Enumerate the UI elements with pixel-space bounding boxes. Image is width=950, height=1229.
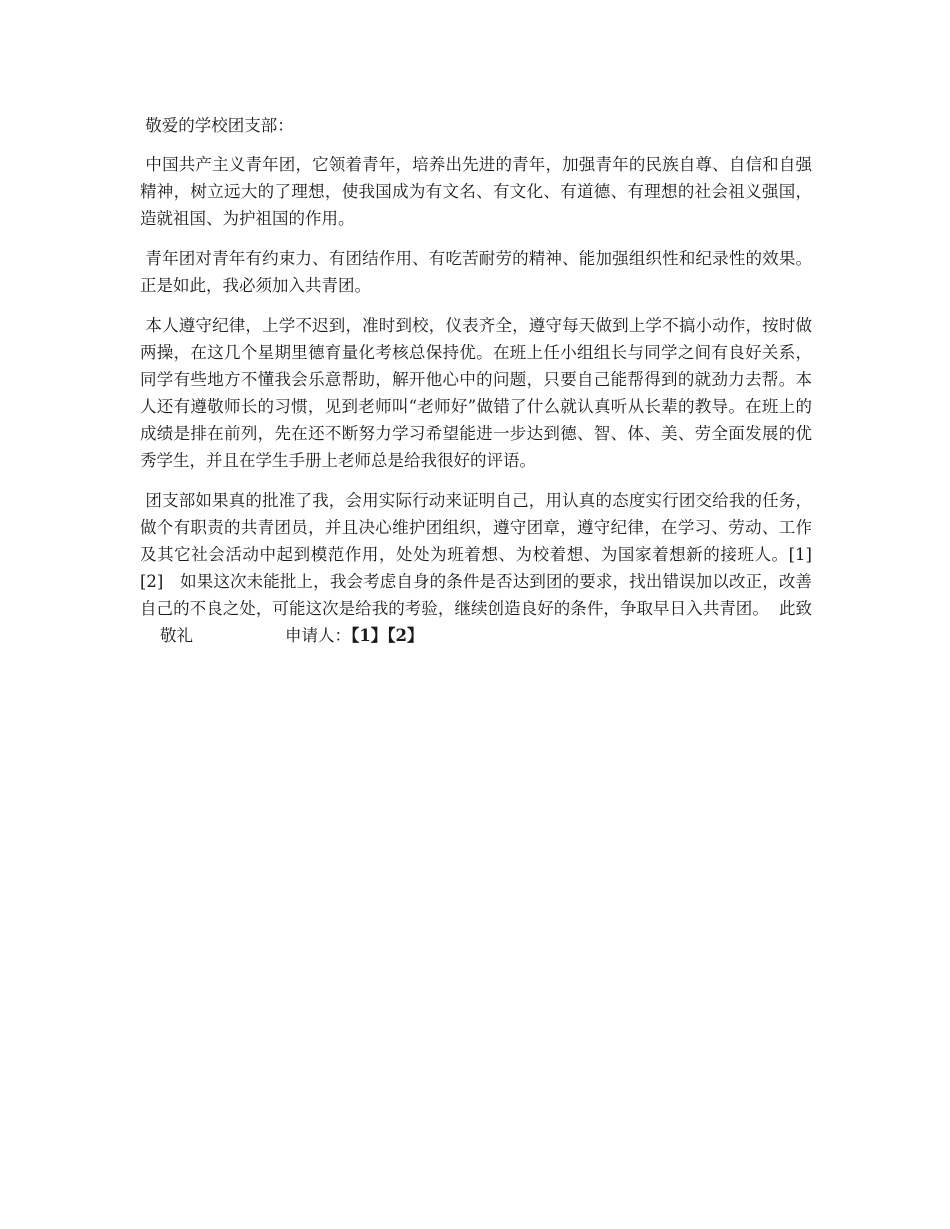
closing-salute: 敬礼 <box>160 626 193 645</box>
paragraph-3-text: 本人遵守纪律，上学不迟到，准时到校，仪表齐全，遵守每天做到上学不搞小动作，按时做两操，在这几个星期里德育量化考核总保持优。在班上任小组组长与同学之间有良好关系，同学有些地方不懂我会乐意帮助，解开他心中的问题，只要自己能帮得到的就劲力去帮。本人还有遵敬师长的习惯，见到老师叫“老师好”做错了什么就认真听从长辈的教导。在班上的成绩是排在前列，先在还不断努力学习希望能进一步达到德、智、体、美、劳全面发展的优秀学生，并且在学生手册上老师总是给我很好的评语。 <box>140 316 813 470</box>
salutation-text: 敬爱的学校团支部： <box>145 116 294 135</box>
paragraph-1-text: 中国共产主义青年团，它领着青年，培养出先进的青年，加强青年的民族自尊、自信和自强精神，树立远大的了理想，使我国成为有文名、有文化、有道德、有理想的社会祖义强国，造就祖国、为护祖国的作用。 <box>140 155 813 228</box>
applicant-reference: 【1】【2】 <box>351 626 424 645</box>
salutation <box>140 112 812 139</box>
applicant-label: 申请人： <box>285 626 351 645</box>
paragraph-4-text: 团支部如果真的批准了我，会用实际行动来证明自己，用认真的态度实行团交给我的任务，做个有职责的共青团员，并且决心维护团组织，遵守团章，遵守纪律，在学习、劳动、工作及其它社会活动中起到模范作用，处处为班着想、为校着想、为国家着想新的接班人。[1][2] 如果这次未能批上，我会考虑自身的条件是否达到团的要求，找出错误加以改正，改善自己的不良之处，可能这次是给我的考验，继续创造良好的条件，争取早日入共青团。 <box>140 491 813 618</box>
paragraph-2 <box>140 245 812 299</box>
letter-body <box>140 112 812 662</box>
paragraph-3 <box>140 312 812 474</box>
paragraph-4 <box>140 487 812 649</box>
paragraph-2-text: 青年团对青年有约束力、有团结作用、有吃苦耐劳的精神、能加强组织性和纪录性的效果。正是如此，我必须加入共青团。 <box>140 249 813 295</box>
closing-greeting: 此致 <box>778 599 813 618</box>
paragraph-1 <box>140 151 812 232</box>
